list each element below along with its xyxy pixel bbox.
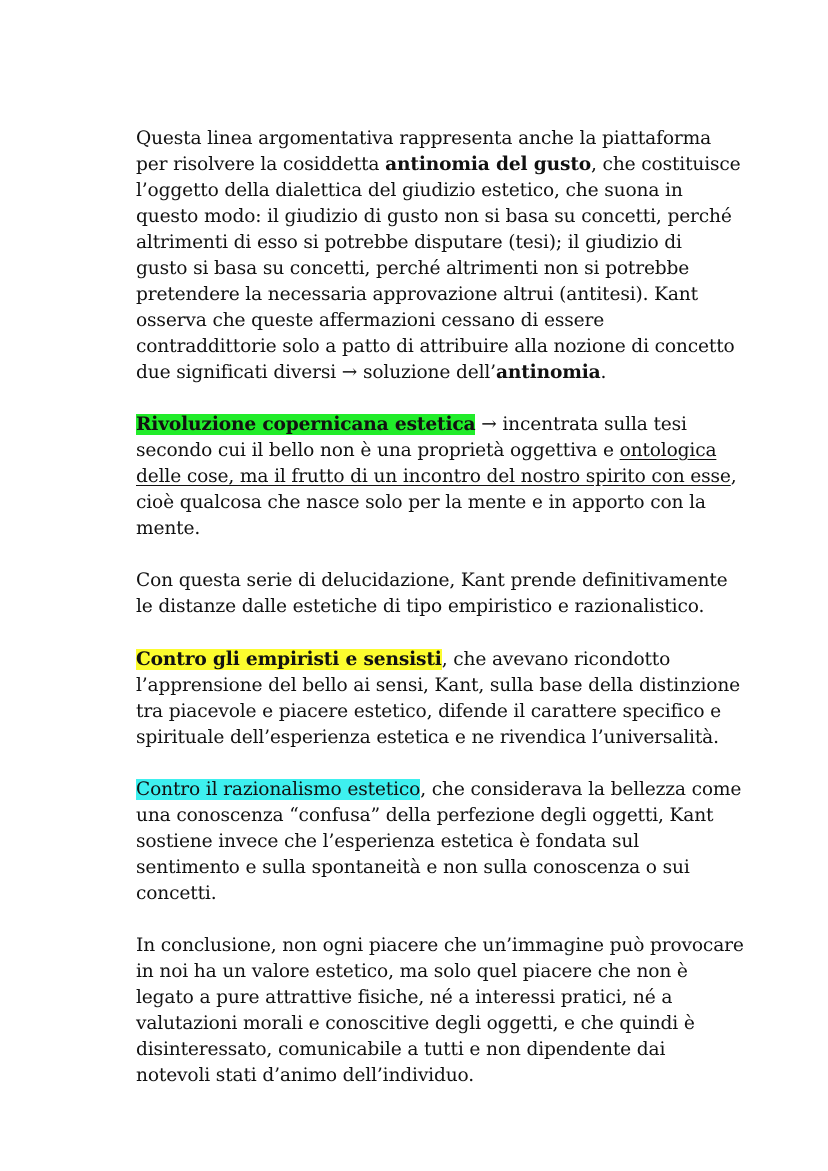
text-line: [136, 360, 761, 386]
text-run: , che considerava la bellezza come: [420, 779, 742, 800]
text-run: , che avevano ricondotto: [441, 649, 671, 670]
underlined-text: ontologica: [619, 440, 717, 461]
paragraph-rivoluzione: [136, 412, 761, 542]
text-run: ,: [730, 466, 737, 487]
text-line: sentimento e sulla spontaneità e non sulla conoscenza o sui: [136, 857, 690, 878]
text-run: per risolvere la cosiddetta: [136, 154, 386, 175]
paragraph-empiristi: [136, 647, 761, 751]
text-line: questo modo: il giudizio di gusto non si basa su concetti, perché: [136, 206, 732, 227]
text-line: Questa linea argomentativa rappresenta anche la piattaforma: [136, 128, 712, 149]
text-line: osserva che queste affermazioni cessano di essere: [136, 310, 605, 331]
text-run: secondo cui il bello non è una proprietà oggettiva e: [136, 440, 620, 461]
text-line: legato a pure attrattive fisiche, né a interessi pratici, né a: [136, 987, 673, 1008]
text-line: In conclusione, non ogni piacere che un’immagine può provocare: [136, 935, 744, 956]
text-line: le distanze dalle estetiche di tipo empiristico e razionalistico.: [136, 596, 705, 617]
text-run: .: [600, 362, 607, 383]
highlighted-heading-cyan: Contro il razionalismo estetico: [136, 779, 421, 800]
text-line: contraddittorie solo a patto di attribuire alla nozione di concetto: [136, 336, 735, 357]
underlined-text: delle cose, ma il frutto di un incontro del nostro spirito con esse: [136, 466, 731, 487]
text-line: altrimenti di esso si potrebbe disputare (tesi); il giudizio di: [136, 232, 682, 253]
bold-term: antinomia: [495, 362, 601, 383]
text-line: spirituale dell’esperienza estetica e ne rivendica l’universalità.: [136, 727, 719, 748]
paragraph-razionalismo: [136, 777, 761, 907]
paragraph-antinomia: [136, 126, 761, 386]
text-line: l’apprensione del bello ai sensi, Kant, sulla base della distinzione: [136, 675, 741, 696]
text-line: [136, 647, 761, 673]
paragraph-delucidazione: [136, 568, 761, 620]
text-line: notevoli stati d’animo dell’individuo.: [136, 1065, 475, 1086]
text-line: [136, 438, 761, 464]
text-line: cioè qualcosa che nasce solo per la mente e in apporto con la: [136, 492, 706, 513]
text-line: valutazioni morali e conoscitive degli oggetti, e che quindi è: [136, 1013, 695, 1034]
text-line: disinteressato, comunicabile a tutti e non dipendente dai: [136, 1039, 666, 1060]
text-line: [136, 412, 761, 438]
text-line: [136, 777, 761, 803]
text-line: sostiene invece che l’esperienza estetica è fondata sul: [136, 831, 640, 852]
text-line: mente.: [136, 518, 201, 539]
paragraph-conclusione: [136, 933, 761, 1089]
text-line: pretendere la necessaria approvazione altrui (antitesi). Kant: [136, 284, 698, 305]
text-line: [136, 464, 761, 490]
text-run: → incentrata sulla tesi: [475, 414, 687, 435]
text-line: in noi ha un valore estetico, ma solo quel piacere che non è: [136, 961, 688, 982]
text-line: gusto si basa su concetti, perché altrimenti non si potrebbe: [136, 258, 690, 279]
bold-term: antinomia del gusto: [385, 154, 592, 175]
text-line: l’oggetto della dialettica del giudizio estetico, che suona in: [136, 180, 683, 201]
highlighted-heading-green: Rivoluzione copernicana estetica: [136, 414, 476, 435]
highlighted-heading-yellow: Contro gli empiristi e sensisti: [136, 649, 442, 670]
text-run: , che costituisce: [591, 154, 741, 175]
text-line: una conoscenza “confusa” della perfezione degli oggetti, Kant: [136, 805, 714, 826]
text-line: [136, 152, 761, 178]
text-line: tra piacevole e piacere estetico, difende il carattere specifico e: [136, 701, 722, 722]
text-line: Con questa serie di delucidazione, Kant prende definitivamente: [136, 570, 728, 591]
text-line: concetti.: [136, 883, 217, 904]
text-run: due significati diversi → soluzione dell’: [136, 362, 496, 383]
